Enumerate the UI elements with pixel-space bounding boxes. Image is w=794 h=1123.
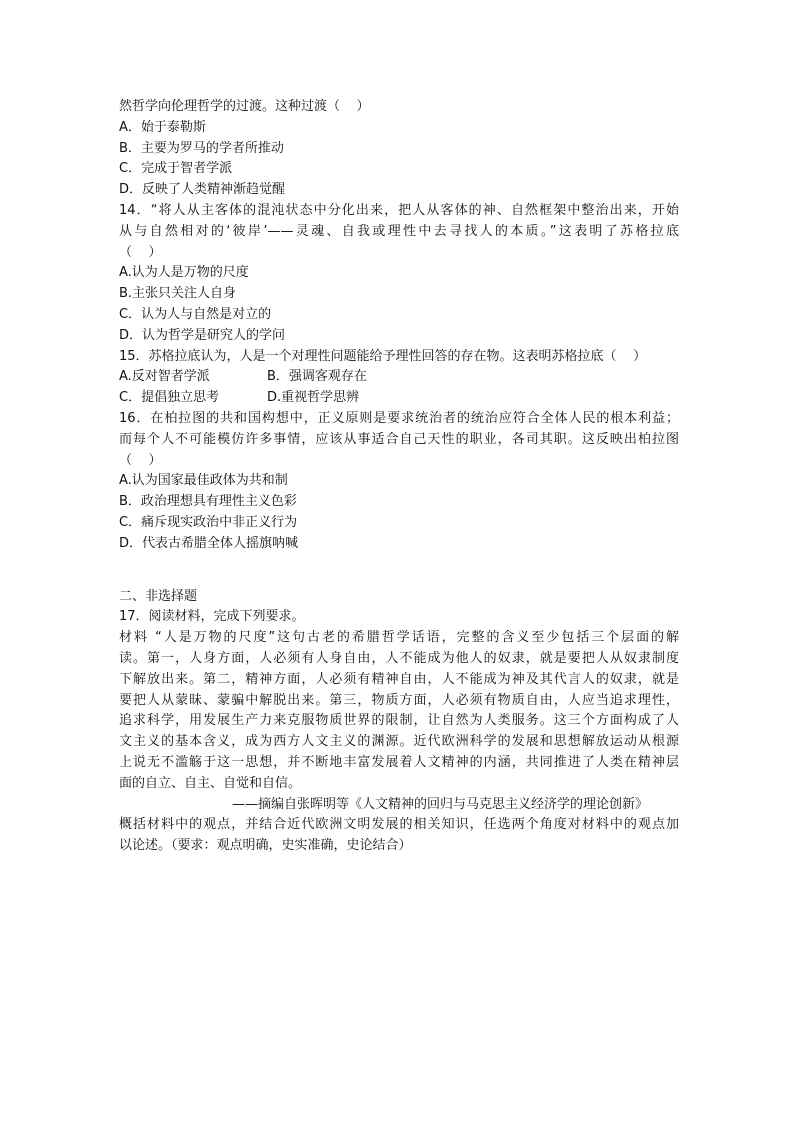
q16-option-a: A.认为国家最佳政体为共和制: [119, 473, 288, 489]
question-16: [119, 409, 679, 555]
q14-stem-line-1: 14．“将人从主客体的混沌状态中分化出来，把人从客体的神、自然框架中整治出来，开始: [119, 202, 679, 218]
question-17: [119, 607, 679, 857]
q17-requirement-line-2: 以论述。（要求：观点明确，史实准确，史论结合）: [119, 838, 412, 854]
q16-stem-line-2: 而每个人不可能模仿许多事情，应该从事适合自己天性的职业，各司其职。这反映出柏拉图: [119, 431, 679, 447]
q17-material-line-5: 追求科学，用发展生产力来克服物质世界的限制，让自然为人类服务。这三个方面构成了人: [119, 713, 679, 729]
q16-option-d: D．代表古希腊全体人摇旗呐喊: [119, 535, 299, 551]
section-spacer: [119, 555, 679, 587]
q17-material-line-6: 文主义的基本含义，成为西方人文主义的渊源。近代欧洲科学的发展和思想解放运动从根源: [119, 734, 679, 750]
q16-stem-line-3: （ ）: [119, 452, 162, 468]
question-14: [119, 201, 679, 347]
document-page: [119, 97, 679, 857]
section-2-heading: 二、非选择题: [119, 588, 198, 604]
q17-attribution: ——摘编自张晖明等《人文精神的回归与马克思主义经济学的理论创新》: [232, 796, 649, 812]
q16-option-c: C．痛斥现实政治中非正义行为: [119, 514, 298, 530]
q17-material-line-8: 面的自立、自主、自觉和自信。: [119, 775, 302, 791]
q13-option-a: A．始于泰勒斯: [119, 119, 206, 135]
q14-stem-line-2: 从与自然相对的‘彼岸’——灵魂、自我或理性中去寻找人的本质。”这表明了苏格拉底: [119, 223, 679, 239]
q16-stem-line-1: 16．在柏拉图的共和国构想中，正义原则是要求统治者的统治应符合全体人民的根本利益；: [119, 410, 679, 426]
q17-material-line-2: 读。第一，人身方面，人必须有人身自由，人不能成为他人的奴隶，就是要把人从奴隶制度: [119, 650, 679, 666]
q15-option-c: C．提倡独立思考: [119, 390, 220, 406]
q15-option-b: B．强调客观存在: [267, 369, 367, 385]
q17-material-line-7: 上说无不滥觞于这一思想，并不断地丰富发展着人文精神的内涵，共同推进了人类在精神层: [119, 754, 679, 770]
q15-option-a: A.反对智者学派: [119, 369, 210, 385]
q17-stem: 17．阅读材料，完成下列要求。: [119, 609, 305, 625]
q14-stem-line-3: （ ）: [119, 244, 162, 260]
q13-option-b: B．主要为罗马的学者所推动: [119, 140, 284, 156]
q17-material-line-4: 要把人从蒙昧、蒙骗中解脱出来。第三，物质方面，人必须有物质自由，人应当追求理性，: [119, 692, 679, 708]
q17-material-line-3: 下解放出来。第二，精神方面，人必须有精神自由，人不能成为神及其代言人的奴隶，就是: [119, 671, 679, 687]
q15-option-d: D.重视哲学思辨: [267, 390, 360, 406]
q16-option-b: B．政治理想具有理性主义色彩: [119, 494, 297, 510]
question-15: [119, 347, 679, 409]
q13-option-d: D．反映了人类精神渐趋觉醒: [119, 182, 286, 198]
q15-options-row-1: [119, 367, 679, 388]
q13-stem-tail: 然哲学向伦理哲学的过渡。这种过渡（ ）: [119, 99, 370, 114]
q13-option-c: C．完成于智者学派: [119, 161, 233, 177]
q17-material-line-1: 材料 “人是万物的尺度”这句古老的希腊哲学话语，完整的含义至少包括三个层面的解: [119, 630, 679, 646]
q14-option-d: D．认为哲学是研究人的学问: [119, 327, 286, 343]
q14-option-c: C．认为人与自然是对立的: [119, 306, 272, 322]
q15-options-row-2: [119, 388, 679, 409]
question-13: [119, 97, 679, 201]
q14-option-a: A.认为人是万物的尺度: [119, 265, 249, 281]
q17-requirement-line-1: 概括材料中的观点，并结合近代欧洲文明发展的相关知识，任选两个角度对材料中的观点加: [119, 817, 679, 833]
q14-option-b: B.主张只关注人自身: [119, 286, 237, 302]
q15-stem: 15．苏格拉底认为，人是一个对理性问题能给予理性回答的存在物。这表明苏格拉底（ ）: [119, 348, 647, 364]
